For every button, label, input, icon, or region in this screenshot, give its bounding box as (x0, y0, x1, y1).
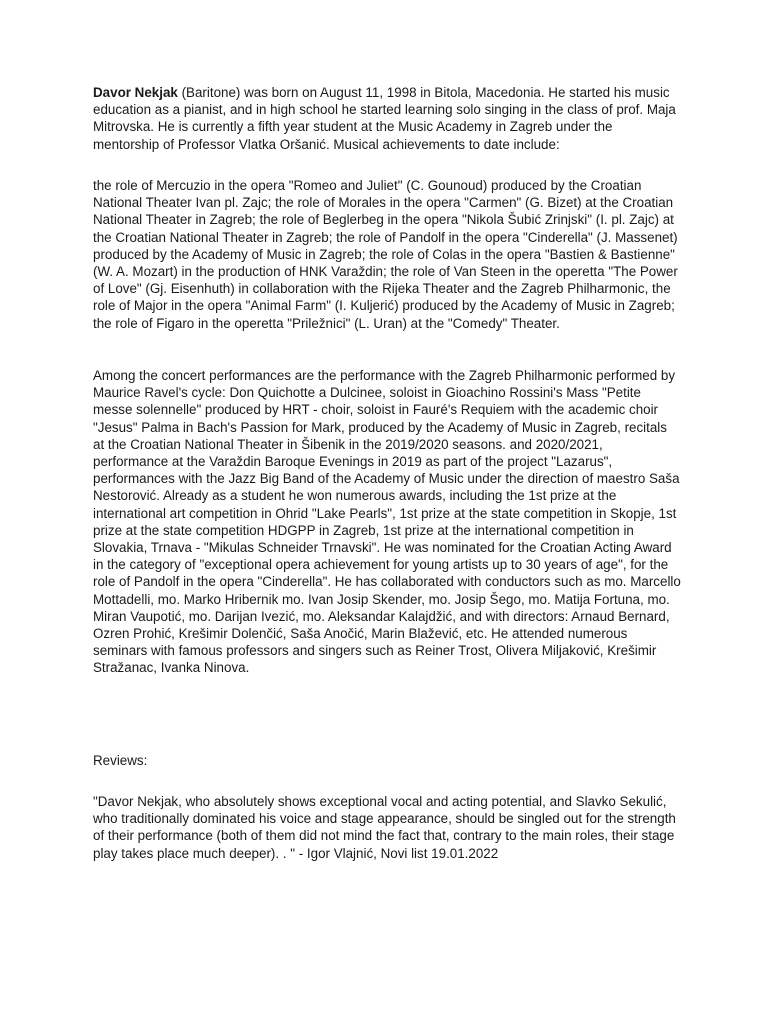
review-quote: "Davor Nekjak, who absolutely shows exceptional vocal and acting potential, and Slavko Sekulić, who traditionally dominated his voice and stage appearance, should be singled out for the strength of their performance (both of them did not mind the fact that, contrary to the main roles, their stage play takes place much deeper). . " - Igor Vlajnić, Novi list 19.01.2022 (93, 794, 676, 861)
roles-paragraph: the role of Mercuzio in the opera "Romeo and Juliet" (C. Gounoud) produced by the Croatian National Theater Ivan pl. Zajc; the role of Morales in the opera "Carmen" (G. Bizet) at the Croatian National Theater in Zagreb; the role of Beglerbeg in the opera "Nikola Šubić Zrinjski" (I. pl. Zajc) at the Croatian National Theater in Zagreb; the role of Pandolf in the opera "Cinderella" (J. Massenet) produced by the Academy of Music in Zagreb; the role of Colas in the opera "Bastien & Bastienne" (W. A. Mozart) in the production of HNK Varaždin; the role of Van Steen in the operetta "The Power of Love" (Gj. Eisenhuth) in collaboration with the Rijeka Theater and the Zagreb Philharmonic, the role of Major in the opera "Animal Farm" (I. Kuljerić) produced by the Academy of Music in Zagreb; the role of Figaro in the operetta "Priležnici" (L. Uran) at the "Comedy" Theater. (93, 178, 678, 331)
concerts-paragraph: Among the concert performances are the performance with the Zagreb Philharmonic performed by Maurice Ravel's cycle: Don Quichotte a Dulcinee, soloist in Gioachino Rossini's Mass "Petite messe solennelle" produced by HRT - choir, soloist in Fauré's Requiem with the academic choir "Jesus" Palma in Bach's Passion for Mark, produced by the Academy of Music in Zagreb, recitals at the Croatian National Theater in Šibenik in the 2019/2020 seasons. and 2020/2021, performance at the Varaždin Baroque Evenings in 2019 as part of the project "Lazarus", performances with the Jazz Big Band of the Academy of Music under the direction of maestro Saša Nestorović. Already as a student he won numerous awards, including the 1st prize at the international art competition in Ohrid "Lake Pearls", 1st prize at the state competition in Skopje, 1st prize at the state competition HDGPP in Zagreb, 1st prize at the international competition in Slovakia, Trnava - "Mikulas Schneider Trnavski". He was nominated for the Croatian Acting Award in the category of "exceptional opera achievement for young artists up to 30 years of age", for the role of Pandolf in the opera "Cinderella". He has collaborated with conductors such as mo. Marcello Mottadelli, mo. Marko Hribernik mo. Ivan Josip Skender, mo. Josip Šego, mo. Matija Fortuna, mo. Miran Vaupotić, mo. Darijan Ivezić, mo. Aleksandar Kalajdžić, and with directors: Arnaud Bernard, Ozren Prohić, Krešimir Dolenčić, Saša Anočić, Marin Blažević, etc. He attended numerous seminars with famous professors and singers such as Reiner Trost, Olivera Miljaković, Krešimir Stražanac, Ivanka Ninova. (93, 368, 681, 676)
reviews-heading: Reviews: (93, 753, 148, 768)
artist-name: Davor Nekjak (93, 85, 178, 100)
bio-intro-text: (Baritone) was born on August 11, 1998 in Bitola, Macedonia. He started his music education as a pianist, and in high school he started learning solo singing in the class of prof. Maja Mitrovska. He is currently a fifth year student at the Music Academy in Zagreb under the mentorship of Professor Vlatka Oršanić. Musical achievements to date include: (93, 85, 676, 152)
bio-intro-paragraph (93, 84, 681, 153)
